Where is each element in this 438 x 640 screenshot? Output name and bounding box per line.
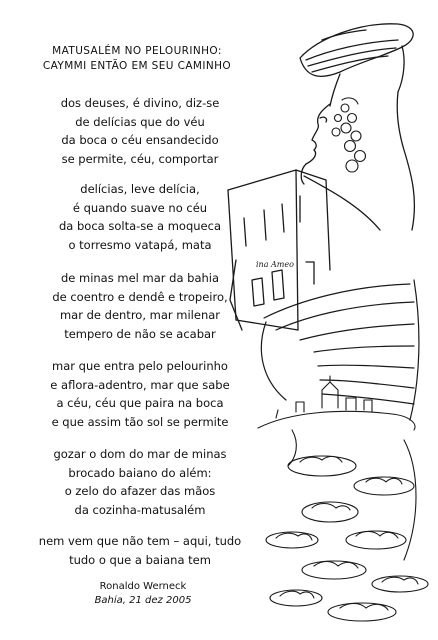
verse-line: é quando suave no céu xyxy=(72,200,208,215)
verse-line: gozar o dom do mar de minas xyxy=(53,447,227,461)
verse-line: a céu, céu que paira na boca xyxy=(56,396,224,410)
verse-line: de coentro e dendê e tropeiro, xyxy=(52,289,228,304)
verse-line: mar que entra pelo pelourinho xyxy=(52,359,228,373)
sea-waves-drawing xyxy=(261,280,419,420)
verse-line: o zelo do afazer das mãos xyxy=(64,484,216,498)
title-line-1: MATUSALÉM NO PELOURINHO: xyxy=(52,45,222,57)
verse-line: da cozinha-matusalém xyxy=(74,502,206,517)
verse-line: mar de dentro, mar milenar xyxy=(59,308,221,322)
verse-line: tempero de não se acabar xyxy=(64,326,216,341)
verse-line: tudo o que a baiana tem xyxy=(69,552,211,567)
verse-line: nem vem que não tem – aqui, tudo xyxy=(38,534,242,548)
turban-drawing xyxy=(300,24,413,106)
verse-line: dos deuses, é divino, diz-se xyxy=(60,96,220,110)
verse-line: de minas mel mar da bahia xyxy=(60,271,220,285)
verse-line: e que assim tão sol se permite xyxy=(51,414,229,429)
verse-line: e aflora-adentro, mar que sabe xyxy=(50,377,230,392)
verse-line: da boca solta-se a moqueca xyxy=(59,219,221,233)
beaded-earrings-drawing xyxy=(332,98,366,172)
food-dishes-drawing xyxy=(266,430,428,621)
verse-line: da boca o céu ensandecido xyxy=(61,133,219,147)
author-name: Ronaldo Werneck xyxy=(99,581,187,592)
title-line-2: CAYMMI ENTÃO EM SEU CAMINHO xyxy=(42,60,232,72)
artist-signature: ina Ameo xyxy=(256,260,294,269)
verse-line: delícias, leve delícia, xyxy=(80,182,200,196)
buildings-drawing xyxy=(228,170,380,330)
verse-line: de delícias que do véu xyxy=(75,114,205,129)
hilltop-town-drawing xyxy=(258,376,415,430)
verse-line: se permite, céu, comportar xyxy=(61,151,219,166)
place-date: Bahia, 21 dez 2005 xyxy=(94,595,192,606)
verse-line: o torresmo vatapá, mata xyxy=(68,237,212,252)
verse-line: brocado baiano do além: xyxy=(68,465,212,480)
